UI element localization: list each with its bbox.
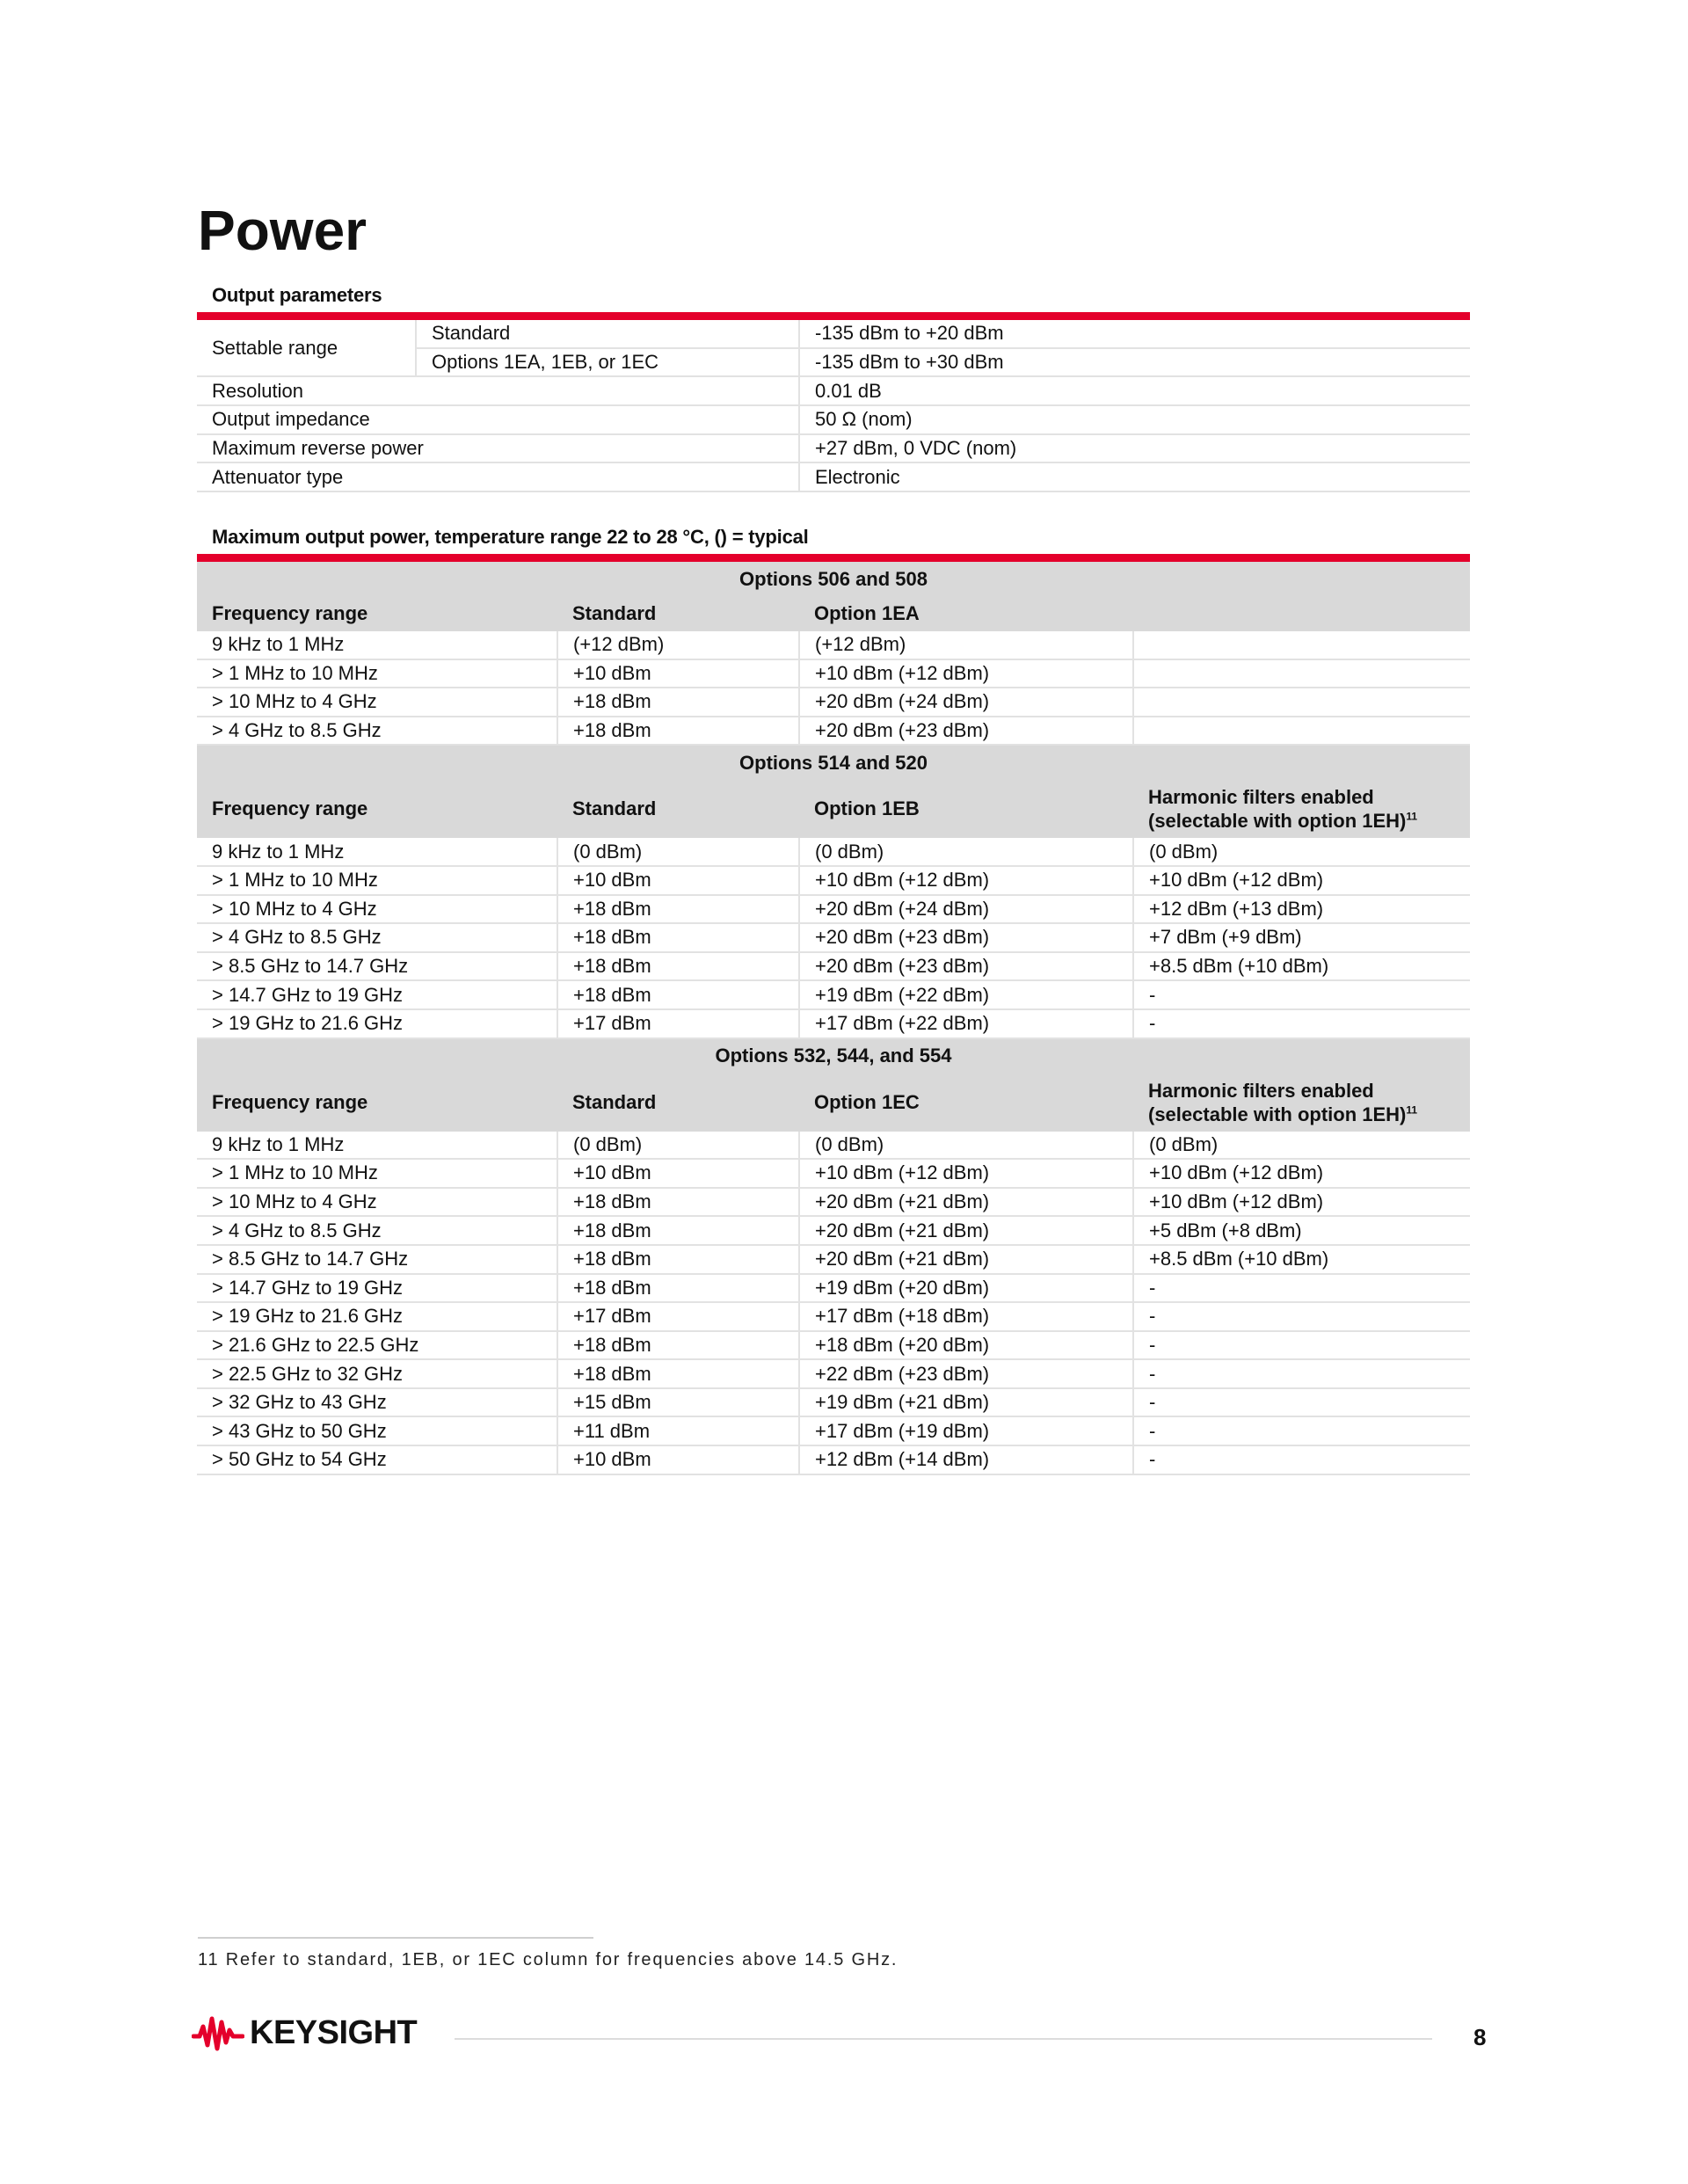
options-band-row — [197, 745, 1470, 780]
column-header-row — [197, 596, 1470, 631]
frequency-range-cell: 9 kHz to 1 MHz — [197, 1132, 557, 1160]
standard-cell: +18 dBm — [557, 1274, 799, 1303]
frequency-range-cell: > 19 GHz to 21.6 GHz — [197, 1009, 557, 1038]
options-band-label: Options 532, 544, and 554 — [197, 1038, 1470, 1074]
harmonic-cell: +5 dBm (+8 dBm) — [1133, 1216, 1470, 1245]
harmonic-cell — [1133, 631, 1470, 659]
standard-cell: +18 dBm — [557, 952, 799, 981]
parameter-value: 50 Ω (nom) — [799, 405, 1470, 434]
column-header-row — [197, 780, 1470, 838]
harmonic-cell: - — [1133, 1359, 1470, 1388]
harmonic-cell: - — [1133, 1302, 1470, 1331]
harmonic-cell — [1133, 659, 1470, 688]
harmonic-cell: +12 dBm (+13 dBm) — [1133, 895, 1470, 924]
standard-cell: +11 dBm — [557, 1416, 799, 1445]
frequency-range-cell: > 22.5 GHz to 32 GHz — [197, 1359, 557, 1388]
option-cell: +20 dBm (+24 dBm) — [799, 895, 1133, 924]
header-frequency-range: Frequency range — [197, 1074, 557, 1132]
table-row — [197, 1216, 1470, 1245]
harmonic-cell — [1133, 688, 1470, 717]
table-row — [197, 866, 1470, 895]
option-cell: +20 dBm (+21 dBm) — [799, 1188, 1133, 1217]
keysight-wave-icon — [192, 2013, 244, 2052]
option-cell: (+12 dBm) — [799, 631, 1133, 659]
page-title: Power — [198, 199, 367, 262]
harmonic-cell: +10 dBm (+12 dBm) — [1133, 1159, 1470, 1188]
parameter-label: Attenuator type — [197, 462, 799, 491]
frequency-range-cell: > 32 GHz to 43 GHz — [197, 1388, 557, 1417]
options-band-row — [197, 558, 1470, 597]
option-cell: +20 dBm (+23 dBm) — [799, 923, 1133, 952]
options-band-label: Options 506 and 508 — [197, 558, 1470, 597]
table-row — [197, 405, 1470, 434]
option-cell: +10 dBm (+12 dBm) — [799, 866, 1133, 895]
option-cell: +22 dBm (+23 dBm) — [799, 1359, 1133, 1388]
footnote-divider — [198, 1937, 593, 1939]
standard-cell: +18 dBm — [557, 1245, 799, 1274]
standard-cell: +18 dBm — [557, 923, 799, 952]
table-row — [197, 838, 1470, 866]
standard-cell: (0 dBm) — [557, 838, 799, 866]
table-row — [197, 1302, 1470, 1331]
parameter-label: Resolution — [197, 376, 799, 405]
header-frequency-range: Frequency range — [197, 596, 557, 631]
option-cell: +10 dBm (+12 dBm) — [799, 1159, 1133, 1188]
header-standard: Standard — [557, 596, 799, 631]
harmonic-cell: (0 dBm) — [1133, 838, 1470, 866]
parameter-value: Electronic — [799, 462, 1470, 491]
harmonic-cell: +10 dBm (+12 dBm) — [1133, 1188, 1470, 1217]
frequency-range-cell: > 4 GHz to 8.5 GHz — [197, 923, 557, 952]
table-row — [197, 1159, 1470, 1188]
option-cell: +10 dBm (+12 dBm) — [799, 659, 1133, 688]
option-cell: +17 dBm (+22 dBm) — [799, 1009, 1133, 1038]
table-row — [197, 1331, 1470, 1360]
frequency-range-cell: > 8.5 GHz to 14.7 GHz — [197, 1245, 557, 1274]
harmonic-cell: - — [1133, 1445, 1470, 1474]
settable-range-option: Options 1EA, 1EB, or 1EC — [416, 348, 799, 377]
parameter-value: +27 dBm, 0 VDC (nom) — [799, 434, 1470, 463]
option-cell: +18 dBm (+20 dBm) — [799, 1331, 1133, 1360]
harmonic-cell: - — [1133, 1009, 1470, 1038]
settable-range-option: Standard — [416, 317, 799, 348]
harmonic-cell — [1133, 717, 1470, 746]
logo-text: KEYSIGHT — [250, 2014, 418, 2051]
header-harmonic-text: Harmonic filters enabled (selectable with option 1EH) — [1148, 786, 1407, 833]
harmonic-cell: +8.5 dBm (+10 dBm) — [1133, 952, 1470, 981]
output-parameters-title: Output parameters — [212, 284, 382, 306]
header-option: Option 1EA — [799, 596, 1133, 631]
frequency-range-cell: > 14.7 GHz to 19 GHz — [197, 1274, 557, 1303]
table-row — [197, 376, 1470, 405]
page-number: 8 — [1473, 2024, 1487, 2050]
footnote: 11 Refer to standard, 1EB, or 1EC column for frequencies above 14.5 GHz. — [198, 1950, 899, 1969]
standard-cell: +17 dBm — [557, 1302, 799, 1331]
max-power-title: Maximum output power, temperature range 22 to 28 °C, () = typical — [212, 526, 809, 548]
harmonic-cell: +10 dBm (+12 dBm) — [1133, 866, 1470, 895]
frequency-range-cell: > 1 MHz to 10 MHz — [197, 659, 557, 688]
standard-cell: +10 dBm — [557, 659, 799, 688]
option-cell: +12 dBm (+14 dBm) — [799, 1445, 1133, 1474]
footer-divider — [455, 2038, 1432, 2040]
table-row — [197, 923, 1470, 952]
settable-range-value: -135 dBm to +20 dBm — [799, 317, 1470, 348]
header-option: Option 1EB — [799, 780, 1133, 838]
frequency-range-cell: > 10 MHz to 4 GHz — [197, 1188, 557, 1217]
frequency-range-cell: > 50 GHz to 54 GHz — [197, 1445, 557, 1474]
standard-cell: (+12 dBm) — [557, 631, 799, 659]
table-row — [197, 1009, 1470, 1038]
harmonic-cell: - — [1133, 1331, 1470, 1360]
option-cell: +19 dBm (+21 dBm) — [799, 1388, 1133, 1417]
frequency-range-cell: > 19 GHz to 21.6 GHz — [197, 1302, 557, 1331]
standard-cell: (0 dBm) — [557, 1132, 799, 1160]
option-cell: +20 dBm (+24 dBm) — [799, 688, 1133, 717]
table-row — [197, 659, 1470, 688]
table-row — [197, 1388, 1470, 1417]
standard-cell: +18 dBm — [557, 895, 799, 924]
table-row — [197, 1245, 1470, 1274]
option-cell: (0 dBm) — [799, 1132, 1133, 1160]
harmonic-cell: (0 dBm) — [1133, 1132, 1470, 1160]
frequency-range-cell: > 10 MHz to 4 GHz — [197, 688, 557, 717]
max-output-power-table — [197, 554, 1470, 1475]
options-band-row — [197, 1038, 1470, 1074]
frequency-range-cell: > 4 GHz to 8.5 GHz — [197, 717, 557, 746]
option-cell: +17 dBm (+18 dBm) — [799, 1302, 1133, 1331]
column-header-row — [197, 1074, 1470, 1132]
output-parameters-table — [197, 312, 1470, 492]
header-option: Option 1EC — [799, 1074, 1133, 1132]
option-cell: +20 dBm (+23 dBm) — [799, 717, 1133, 746]
table-row — [197, 1132, 1470, 1160]
header-harmonic-filters — [1133, 1074, 1470, 1132]
table-row — [197, 1445, 1470, 1474]
table-row — [197, 1359, 1470, 1388]
frequency-range-cell: > 4 GHz to 8.5 GHz — [197, 1216, 557, 1245]
frequency-range-cell: 9 kHz to 1 MHz — [197, 631, 557, 659]
footnote-ref: 11 — [1406, 1103, 1418, 1117]
option-cell: +19 dBm (+20 dBm) — [799, 1274, 1133, 1303]
frequency-range-cell: 9 kHz to 1 MHz — [197, 838, 557, 866]
footnote-ref: 11 — [1406, 811, 1418, 824]
frequency-range-cell: > 10 MHz to 4 GHz — [197, 895, 557, 924]
option-cell: +20 dBm (+21 dBm) — [799, 1245, 1133, 1274]
header-standard: Standard — [557, 780, 799, 838]
table-row — [197, 462, 1470, 491]
keysight-logo — [192, 2013, 417, 2052]
header-frequency-range: Frequency range — [197, 780, 557, 838]
standard-cell: +18 dBm — [557, 1216, 799, 1245]
frequency-range-cell: > 1 MHz to 10 MHz — [197, 1159, 557, 1188]
table-row — [197, 895, 1470, 924]
table-row — [197, 717, 1470, 746]
header-standard: Standard — [557, 1074, 799, 1132]
standard-cell: +17 dBm — [557, 1009, 799, 1038]
option-cell: (0 dBm) — [799, 838, 1133, 866]
settable-range-label: Settable range — [197, 317, 416, 377]
frequency-range-cell: > 21.6 GHz to 22.5 GHz — [197, 1331, 557, 1360]
standard-cell: +18 dBm — [557, 1359, 799, 1388]
parameter-label: Maximum reverse power — [197, 434, 799, 463]
table-row — [197, 434, 1470, 463]
table-row — [197, 631, 1470, 659]
table-row — [197, 688, 1470, 717]
standard-cell: +10 dBm — [557, 1159, 799, 1188]
option-cell: +17 dBm (+19 dBm) — [799, 1416, 1133, 1445]
standard-cell: +10 dBm — [557, 866, 799, 895]
harmonic-cell: - — [1133, 1388, 1470, 1417]
harmonic-cell: - — [1133, 1416, 1470, 1445]
harmonic-cell: +7 dBm (+9 dBm) — [1133, 923, 1470, 952]
standard-cell: +18 dBm — [557, 717, 799, 746]
header-harmonic-filters — [1133, 596, 1470, 631]
option-cell: +20 dBm (+21 dBm) — [799, 1216, 1133, 1245]
frequency-range-cell: > 43 GHz to 50 GHz — [197, 1416, 557, 1445]
options-band-label: Options 514 and 520 — [197, 745, 1470, 780]
standard-cell: +15 dBm — [557, 1388, 799, 1417]
standard-cell: +18 dBm — [557, 1188, 799, 1217]
table-row — [197, 317, 1470, 348]
standard-cell: +18 dBm — [557, 980, 799, 1009]
harmonic-cell: - — [1133, 1274, 1470, 1303]
table-row — [197, 1416, 1470, 1445]
frequency-range-cell: > 14.7 GHz to 19 GHz — [197, 980, 557, 1009]
harmonic-cell: - — [1133, 980, 1470, 1009]
header-harmonic-filters — [1133, 780, 1470, 838]
table-row — [197, 980, 1470, 1009]
table-row — [197, 1274, 1470, 1303]
harmonic-cell: +8.5 dBm (+10 dBm) — [1133, 1245, 1470, 1274]
table-row — [197, 1188, 1470, 1217]
standard-cell: +10 dBm — [557, 1445, 799, 1474]
standard-cell: +18 dBm — [557, 1331, 799, 1360]
parameter-value: 0.01 dB — [799, 376, 1470, 405]
header-harmonic-text: Harmonic filters enabled (selectable with option 1EH) — [1148, 1079, 1407, 1125]
settable-range-value: -135 dBm to +30 dBm — [799, 348, 1470, 377]
option-cell: +19 dBm (+22 dBm) — [799, 980, 1133, 1009]
frequency-range-cell: > 1 MHz to 10 MHz — [197, 866, 557, 895]
option-cell: +20 dBm (+23 dBm) — [799, 952, 1133, 981]
standard-cell: +18 dBm — [557, 688, 799, 717]
parameter-label: Output impedance — [197, 405, 799, 434]
frequency-range-cell: > 8.5 GHz to 14.7 GHz — [197, 952, 557, 981]
table-row — [197, 952, 1470, 981]
